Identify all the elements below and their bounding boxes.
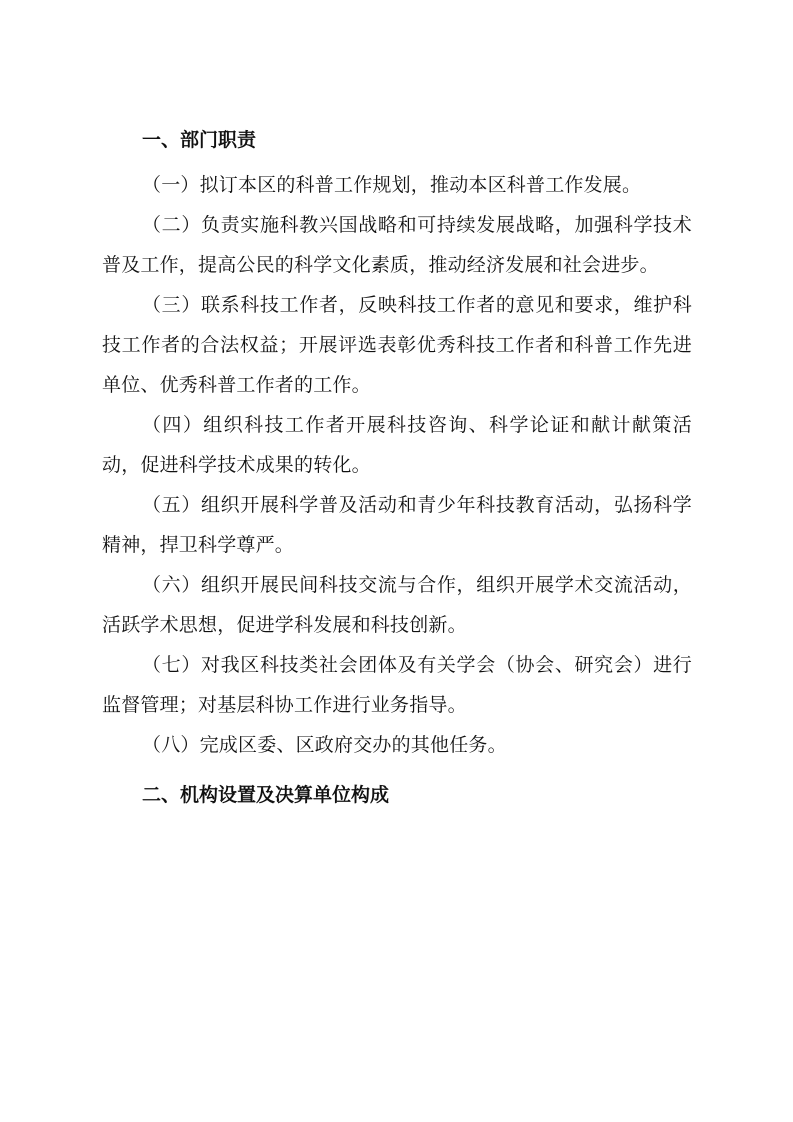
duty-item-1: （一）拟订本区的科普工作规划，推动本区科普工作发展。: [142, 174, 642, 196]
duty-item-2: （二）负责实施科教兴国战略和可持续发展战略，加强科学技术普及工作，提高公民的科学文化素质，推动经济发展和社会进步。: [102, 214, 692, 276]
duty-item-7: （七）对我区科技类社会团体及有关学会（协会、研究会）进行监督管理；对基层科协工作进行业务指导。: [102, 654, 692, 716]
duty-item-3: （三）联系科技工作者，反映科技工作者的意见和要求，维护科技工作者的合法权益；开展评选表彰优秀科技工作者和科普工作先进单位、优秀科普工作者的工作。: [102, 294, 692, 396]
duty-item-5: （五）组织开展科学普及活动和青少年科技教育活动，弘扬科学精神，捍卫科学尊严。: [102, 494, 692, 556]
section-heading-organization: 二、机构设置及决算单位构成: [142, 784, 390, 806]
duty-item-4: （四）组织科技工作者开展科技咨询、科学论证和献计献策活动，促进科学技术成果的转化。: [102, 414, 692, 476]
section-heading-duties: 一、部门职责: [142, 129, 257, 151]
duty-item-6: （六）组织开展民间科技交流与合作，组织开展学术交流活动，活跃学术思想，促进学科发展和科技创新。: [102, 574, 692, 636]
document-body: [102, 122, 692, 813]
duty-item-8: （八）完成区委、区政府交办的其他任务。: [142, 734, 507, 756]
